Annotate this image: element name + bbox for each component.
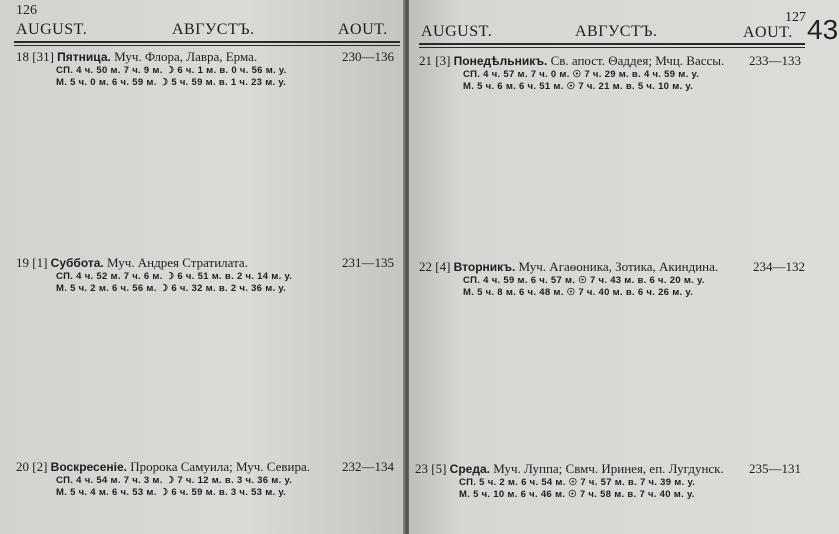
page-number: 127 — [785, 10, 806, 25]
day-count: 231—135 — [342, 255, 394, 270]
sunrise-line-m: М. 5 ч. 10 м. 6 ч. 46 м. ☉ 7 ч. 58 м. в. 7 ч. 40 м. у. — [459, 489, 695, 500]
day-saints: Муч. Андрея Стратилата. — [107, 255, 248, 270]
sunrise-line-m: М. 5 ч. 6 м. 6 ч. 51 м. ☉ 7 ч. 21 м. в. 5 ч. 10 м. у. — [463, 81, 694, 92]
day-weekday: Пятница. — [57, 50, 111, 64]
day-count: 235—131 — [749, 461, 801, 476]
day-saints: Пророка Самуила; Муч. Севира. — [130, 459, 310, 474]
day-saints: Св. апост. Θаддея; Мчц. Вассы. — [550, 53, 725, 68]
day-count: 232—134 — [342, 459, 394, 474]
sunrise-line-m: М. 5 ч. 2 м. 6 ч. 56 м. ☽ 6 ч. 32 м. в. 2 ч. 36 м. у. — [56, 283, 287, 294]
sunrise-line-sp: СП. 4 ч. 54 м. 7 ч. 3 м. ☽ 7 ч. 12 м. в. 3 ч. 36 м. у. — [56, 475, 293, 486]
sunrise-line-sp: СП. 5 ч. 2 м. 6 ч. 54 м. ☉ 7 ч. 57 м. в. 7 ч. 39 м. у. — [459, 477, 696, 488]
sunrise-line-sp: СП. 4 ч. 57 м. 7 ч. 0 м. ☉ 7 ч. 29 м. в. 4 ч. 59 м. у. — [463, 69, 700, 80]
day-heading — [16, 459, 310, 475]
day-date: 22 [4] — [419, 259, 451, 274]
month-header-fr: AOUT. — [338, 21, 388, 38]
day-date: 20 [2] — [16, 459, 48, 474]
month-header-en: AUGUST. — [421, 23, 493, 40]
month-header-ru: АВГУСТЪ. — [172, 21, 255, 38]
day-weekday: Суббота. — [50, 256, 104, 270]
day-date: 21 [3] — [419, 53, 451, 68]
day-weekday: Воскресеніе. — [50, 460, 127, 474]
day-weekday: Вторникъ. — [453, 260, 516, 274]
right-page — [409, 0, 839, 534]
day-count: 234—132 — [753, 259, 805, 274]
day-heading — [415, 461, 724, 477]
left-page — [0, 0, 405, 534]
day-heading — [16, 49, 257, 65]
sunrise-line-sp: СП. 4 ч. 59 м. 6 ч. 57 м. ☉ 7 ч. 43 м. в. 6 ч. 20 м. у. — [463, 275, 705, 286]
sunrise-line-sp: СП. 4 ч. 52 м. 7 ч. 6 м. ☽ 6 ч. 51 м. в. 2 ч. 14 м. у. — [56, 271, 293, 282]
header-rule-thin — [419, 47, 805, 48]
day-weekday: Среда. — [449, 462, 490, 476]
day-weekday: Понедѣльникъ. — [453, 54, 548, 68]
month-header-ru: АВГУСТЪ. — [575, 23, 658, 40]
month-header-fr: AOUT. — [743, 24, 793, 41]
day-date: 19 [1] — [16, 255, 48, 270]
day-date: 18 [31] — [16, 49, 54, 64]
day-saints: Муч. Луппа; Свмч. Иринея, еп. Лугдунск. — [493, 461, 724, 476]
sunrise-line-m: М. 5 ч. 8 м. 6 ч. 48 м. ☉ 7 ч. 40 м. в. 6 ч. 26 м. у. — [463, 287, 694, 298]
month-header-en: AUGUST. — [16, 21, 88, 38]
day-saints: Муч. Флора, Лавра, Ерма. — [114, 49, 258, 64]
day-heading — [419, 53, 724, 69]
day-count: 230—136 — [342, 49, 394, 64]
sunrise-line-m: М. 5 ч. 0 м. 6 ч. 59 м. ☽ 5 ч. 59 м. в. 1 ч. 23 м. у. — [56, 77, 287, 88]
day-heading — [419, 259, 718, 275]
day-count: 233—133 — [749, 53, 801, 68]
day-saints: Муч. Агаѳоника, Зотика, Акиндина. — [518, 259, 719, 274]
header-rule — [14, 41, 400, 43]
handwritten-mark: 43 — [807, 14, 839, 45]
header-rule-thin — [14, 45, 400, 46]
header-rule — [419, 43, 805, 45]
sunrise-line-sp: СП. 4 ч. 50 м. 7 ч. 9 м. ☽ 6 ч. 1 м. в. 0 ч. 56 м. у. — [56, 65, 287, 76]
sunrise-line-m: М. 5 ч. 4 м. 6 ч. 53 м. ☽ 6 ч. 59 м. в. 3 ч. 53 м. у. — [56, 487, 287, 498]
day-date: 23 [5] — [415, 461, 447, 476]
page-number: 126 — [16, 3, 37, 18]
day-heading — [16, 255, 248, 271]
